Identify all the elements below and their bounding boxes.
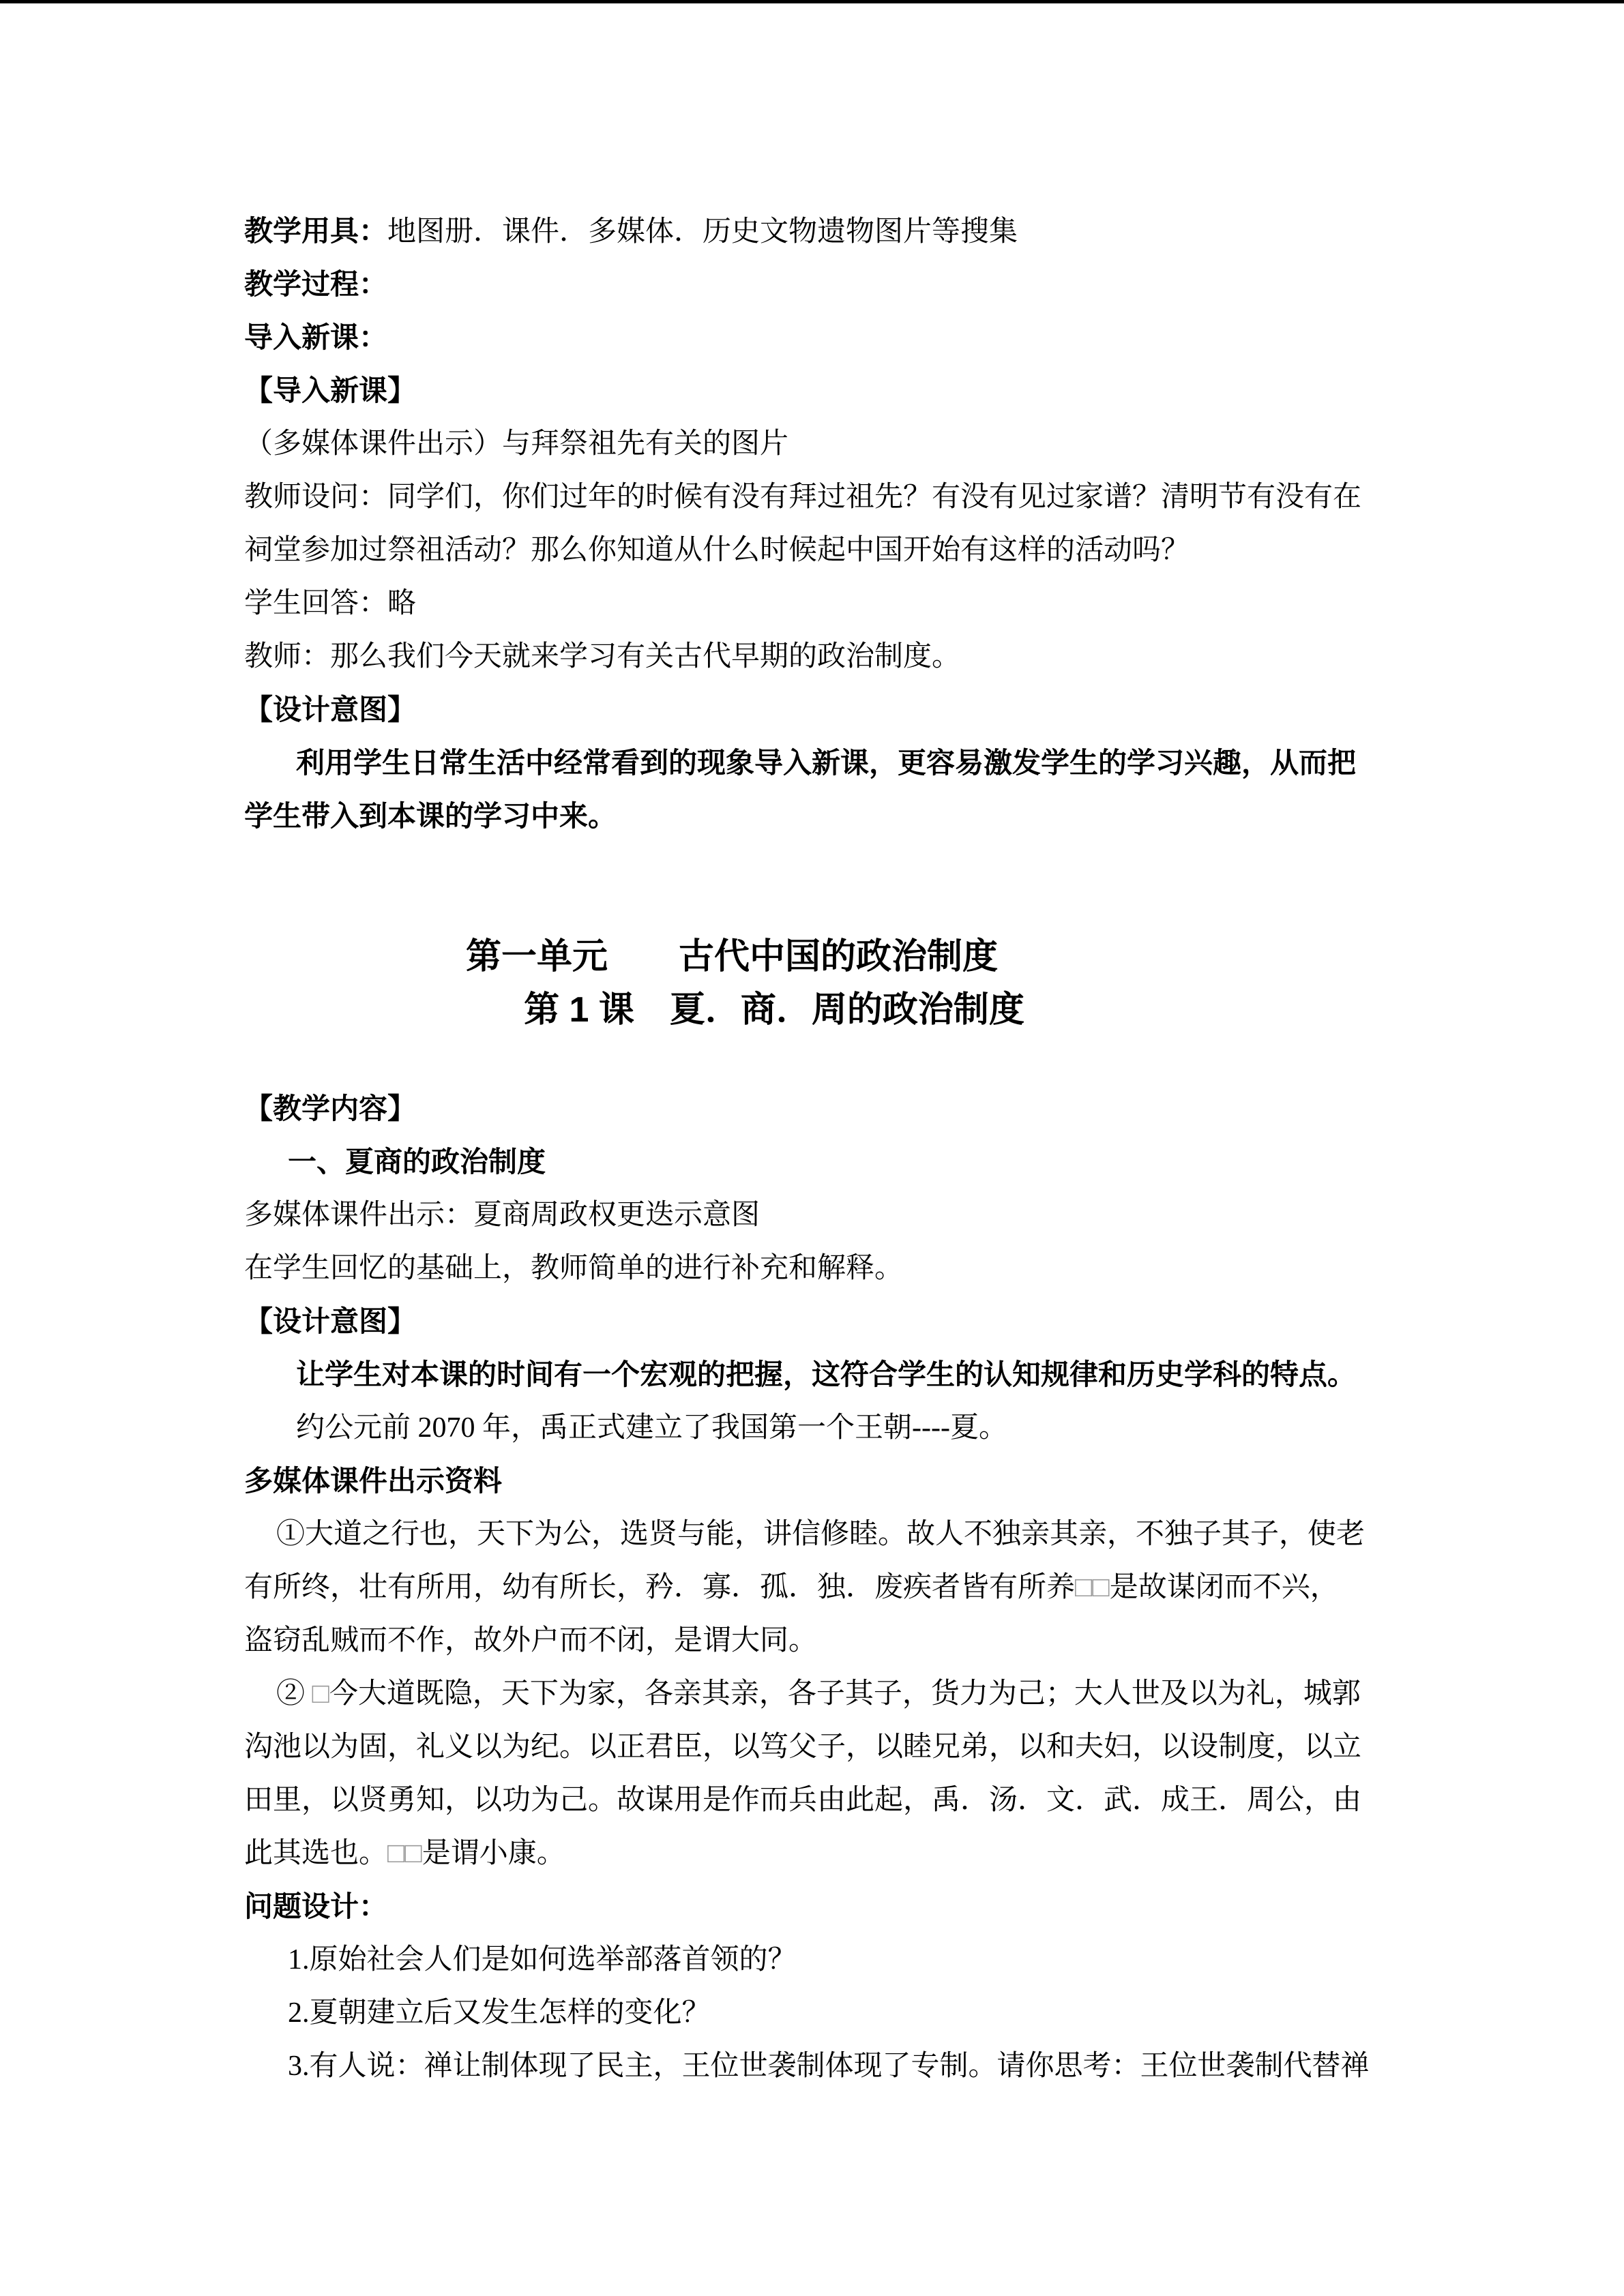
teaching-aids-text: 地图册．课件．多媒体．历史文物遗物图片等搜集 [387, 216, 1018, 248]
missing-glyph-boxes: □□ [1075, 1572, 1110, 1603]
material-2a-post: 今大道既隐，天下为家，各亲其亲，各子其子，货力为己；大人世及以为礼，城郭 [329, 1678, 1361, 1710]
line-teacher-transition: 教师：那么我们今天就来学习有关古代早期的政治制度。 [244, 641, 961, 672]
line-design-intent-2: 让学生对本课的时间有一个宏观的把握，这符合学生的认知规律和历史学科的特点。 [296, 1358, 1357, 1390]
material-2d-post: 是谓小康。 [422, 1838, 565, 1869]
line-question-1: 1.原始社会人们是如何选举部落首领的？ [288, 1944, 797, 1976]
unit-title: 第一单元 古代中国的政治制度 [465, 937, 998, 976]
line-material-2d [244, 1827, 1390, 1880]
line-design-intent-1b: 学生带入到本课的学习中来。 [244, 800, 617, 832]
line-material-2a [244, 1667, 1390, 1720]
line-teacher-supplement: 在学生回忆的基础上，教师简单的进行补充和解释。 [244, 1253, 904, 1284]
line-section-one: 一、夏商的政治制度 [288, 1146, 546, 1178]
line-design-intent-header-1: 【设计意图】 [244, 694, 417, 726]
line-student-answer: 学生回答：略 [244, 588, 417, 619]
teaching-aids-label: 教学用具： [244, 215, 388, 247]
line-material-1a: ①大道之行也，天下为公，选贤与能，讲信修睦。故人不独亲其亲，不独子其子，使老 [276, 1519, 1365, 1550]
page-top-border [0, 0, 1624, 3]
line-courseware-show: （多媒体课件出示）与拜祭祖先有关的图片 [244, 428, 789, 460]
line-teacher-question-1: 教师设问：同学们，你们过年的时候有没有拜过祖先？有没有见过家谱？清明节有没有在 [244, 481, 1362, 513]
line-design-intent-header-2: 【设计意图】 [244, 1305, 417, 1337]
line-material-1c: 盗窃乱贼而不作，故外户而不闭，是谓大同。 [244, 1625, 818, 1656]
line-question-2: 2.夏朝建立后又发生怎样的变化？ [288, 1997, 711, 2029]
missing-glyph-box: □ [312, 1678, 329, 1710]
lesson-title: 第 1 课 夏．商．周的政治制度 [524, 990, 1024, 1030]
blank-gap-before-teaching-content [244, 1037, 1390, 1082]
line-question-design-header: 问题设计： [244, 1890, 388, 1922]
line-lead-in-header: 【导入新课】 [244, 374, 417, 406]
material-1b-post: 是故谋闭而不兴， [1109, 1572, 1339, 1603]
material-2a-pre: ② [276, 1678, 312, 1710]
line-teacher-question-2: 祠堂参加过祭祖活动？那么你知道从什么时候起中国开始有这样的活动吗？ [244, 535, 1190, 566]
line-question-3: 3.有人说：禅让制体现了民主，王位世袭制体现了专制。请你思考：王位世袭制代替禅 [288, 2051, 1370, 2082]
line-xia-founding: 约公元前 2070 年，禹正式建立了我国第一个王朝----夏。 [296, 1412, 1007, 1444]
line-lead-in-label: 导入新课： [244, 321, 388, 353]
line-teaching-content-header: 【教学内容】 [244, 1092, 417, 1124]
line-courseware-diagram: 多媒体课件出示：夏商周政权更迭示意图 [244, 1199, 761, 1231]
missing-glyph-boxes-2: □□ [387, 1838, 422, 1869]
line-courseware-material-header: 多媒体课件出示资料 [244, 1465, 503, 1497]
material-2d-pre: 此其选也。 [244, 1838, 388, 1869]
line-material-2b: 沟池以为固，礼义以为纪。以正君臣，以笃父子，以睦兄弟，以和夫妇，以设制度，以立 [244, 1731, 1362, 1763]
line-teaching-process: 教学过程： [244, 268, 388, 300]
line-material-1b [244, 1561, 1390, 1614]
document-content [244, 205, 1390, 2093]
blank-gap-before-unit-title [244, 843, 1390, 930]
line-material-2c: 田里，以贤勇知，以功为己。故谋用是作而兵由此起，禹．汤．文．武．成王．周公，由 [244, 1785, 1362, 1816]
material-1b-pre: 有所终，壮有所用，幼有所长，矜．寡．孤．独．废疾者皆有所养 [244, 1572, 1076, 1603]
line-teaching-aids [244, 205, 1390, 258]
line-design-intent-1a: 利用学生日常生活中经常看到的现象导入新课，更容易激发学生的学习兴趣，从而把 [296, 747, 1357, 779]
